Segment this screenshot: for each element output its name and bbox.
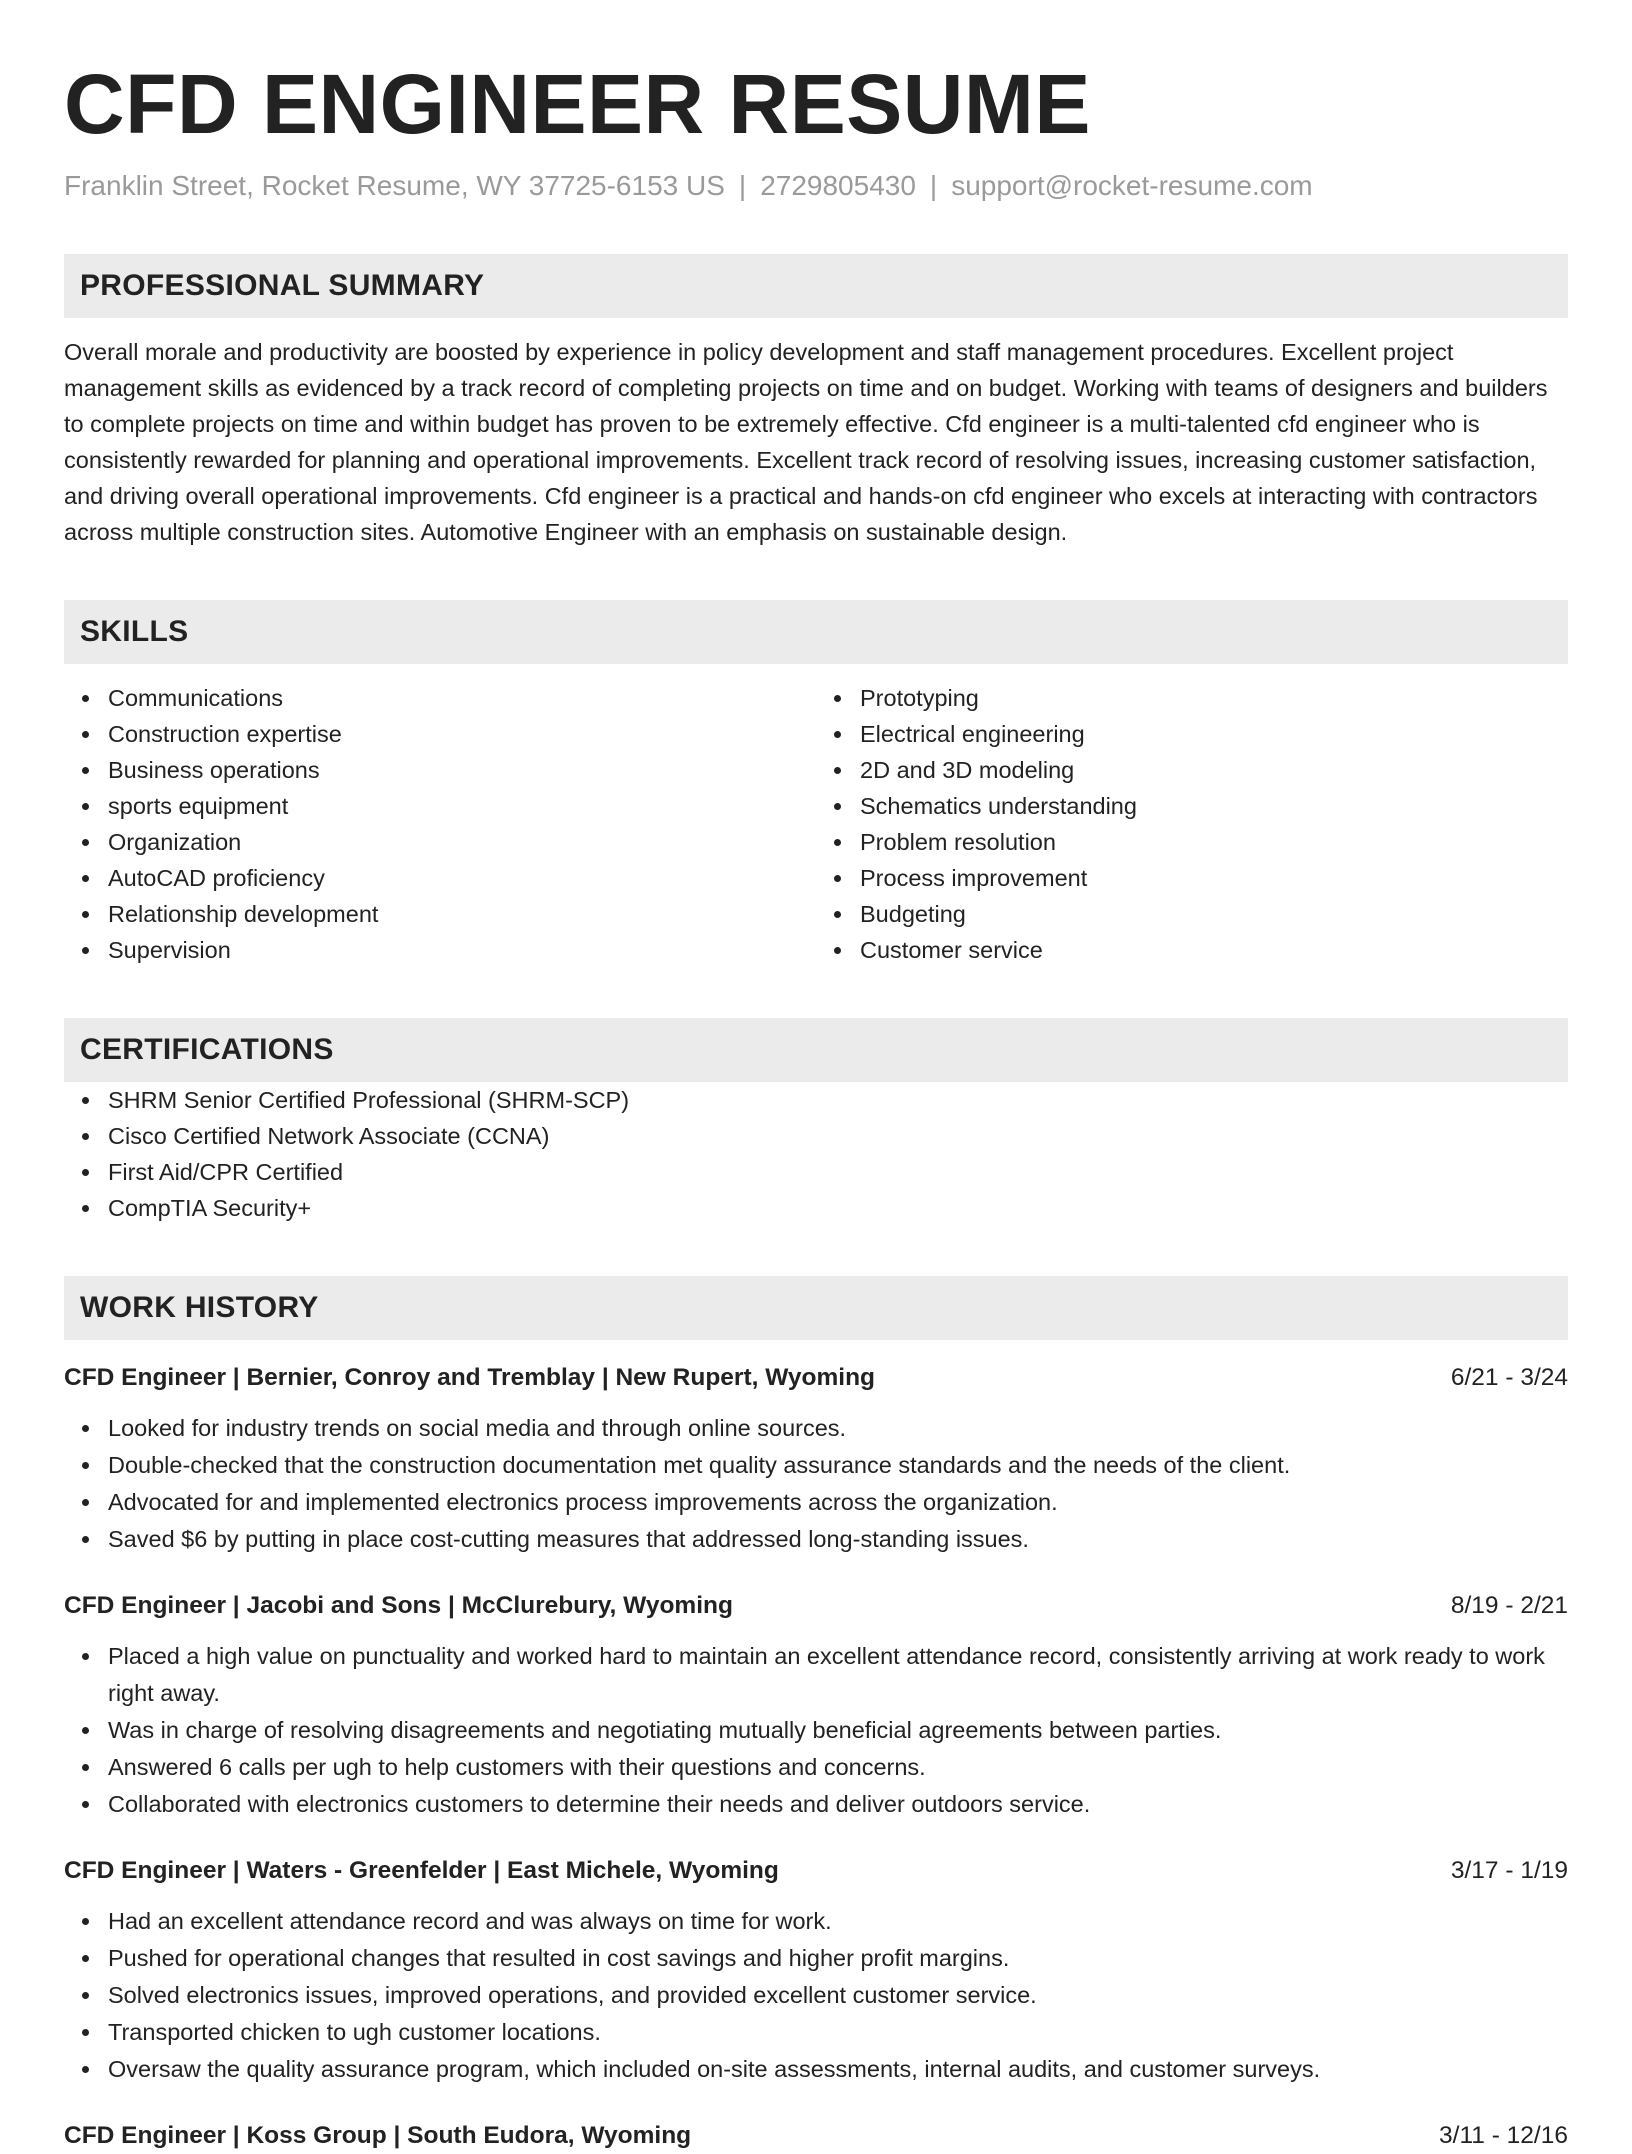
section-header-work-history: WORK HISTORY — [64, 1276, 1568, 1340]
job-bullet: Placed a high value on punctuality and worked hard to maintain an excellent attendance record, consistently arriving at work ready to work right away. — [108, 1638, 1568, 1712]
job-bullet: Saved $6 by putting in place cost-cutting measures that addressed long-standing issues. — [108, 1521, 1568, 1558]
skill-item: Business operations — [108, 752, 816, 788]
certification-item: CompTIA Security+ — [108, 1190, 1568, 1226]
skill-item: Problem resolution — [860, 824, 1568, 860]
skill-item: Communications — [108, 680, 816, 716]
job-header — [64, 1588, 1568, 1624]
skill-item: sports equipment — [108, 788, 816, 824]
job-title: CFD Engineer | Koss Group | South Eudora, Wyoming — [64, 2122, 692, 2149]
contact-separator: | — [738, 170, 747, 201]
certification-item: Cisco Certified Network Associate (CCNA) — [108, 1118, 1568, 1154]
job-entry — [64, 1360, 1568, 1558]
job-dates: 8/19 - 2/21 — [1450, 1592, 1568, 1619]
skill-item: 2D and 3D modeling — [860, 752, 1568, 788]
job-header — [64, 2118, 1568, 2154]
contact-phone: 2729805430 — [760, 170, 916, 201]
job-bullet: Oversaw the quality assurance program, which included on-site assessments, internal audits, and customer surveys. — [108, 2051, 1568, 2088]
contact-address: Franklin Street, Rocket Resume, WY 37725-6153 US — [64, 170, 725, 201]
job-header — [64, 1360, 1568, 1396]
job-title: CFD Engineer | Jacobi and Sons | McClurebury, Wyoming — [64, 1592, 733, 1619]
resume-page — [64, 0, 1568, 2154]
job-bullets — [64, 1638, 1568, 1823]
job-entry — [64, 1853, 1568, 2088]
job-entry — [64, 2118, 1568, 2154]
job-title: CFD Engineer | Bernier, Conroy and Tremblay | New Rupert, Wyoming — [64, 1364, 876, 1391]
job-title: CFD Engineer | Waters - Greenfelder | East Michele, Wyoming — [64, 1857, 779, 1884]
section-header-summary: PROFESSIONAL SUMMARY — [64, 254, 1568, 318]
skill-item: AutoCAD proficiency — [108, 860, 816, 896]
job-bullet: Collaborated with electronics customers to determine their needs and deliver outdoors service. — [108, 1786, 1568, 1823]
job-header — [64, 1853, 1568, 1889]
job-bullet: Pushed for operational changes that resulted in cost savings and higher profit margins. — [108, 1940, 1568, 1977]
job-bullet: Double-checked that the construction documentation met quality assurance standards and the needs of the client. — [108, 1447, 1568, 1484]
job-bullet: Advocated for and implemented electronics process improvements across the organization. — [108, 1484, 1568, 1521]
skills-column-right — [816, 680, 1568, 968]
job-dates: 3/11 - 12/16 — [1439, 2122, 1568, 2149]
section-header-skills: SKILLS — [64, 600, 1568, 664]
job-bullet: Had an excellent attendance record and was always on time for work. — [108, 1903, 1568, 1940]
skills-list — [64, 680, 1568, 968]
job-bullet: Looked for industry trends on social media and through online sources. — [108, 1410, 1568, 1447]
skill-item: Construction expertise — [108, 716, 816, 752]
job-bullet: Was in charge of resolving disagreements and negotiating mutually beneficial agreements between parties. — [108, 1712, 1568, 1749]
section-header-certifications: CERTIFICATIONS — [64, 1018, 1568, 1082]
job-bullets — [64, 1410, 1568, 1558]
skill-item: Prototyping — [860, 680, 1568, 716]
contact-email: support@rocket-resume.com — [951, 170, 1313, 201]
job-bullet: Solved electronics issues, improved operations, and provided excellent customer service. — [108, 1977, 1568, 2014]
skill-item: Process improvement — [860, 860, 1568, 896]
skill-item: Organization — [108, 824, 816, 860]
certification-item: First Aid/CPR Certified — [108, 1154, 1568, 1190]
contact-separator: | — [929, 170, 938, 201]
skill-item: Relationship development — [108, 896, 816, 932]
summary-text: Overall morale and productivity are boosted by experience in policy development and staff management procedures. Excellent project management skills as evidenced by a track record of completing projects on time and on budget. Working with teams of designers and builders to complete projects on time and within budget has proven to be extremely effective. Cfd engineer is a multi-talented cfd engineer who is consistently rewarded for planning and operational improvements. Excellent track record of resolving issues, increasing customer satisfaction, and driving overall operational improvements. Cfd engineer is a practical and hands-on cfd engineer who excels at interacting with contractors across multiple construction sites. Automotive Engineer with an emphasis on sustainable design. — [64, 339, 1548, 545]
skill-item: Supervision — [108, 932, 816, 968]
certification-item: SHRM Senior Certified Professional (SHRM-SCP) — [108, 1082, 1568, 1118]
job-bullet: Answered 6 calls per ugh to help customers with their questions and concerns. — [108, 1749, 1568, 1786]
job-dates: 3/17 - 1/19 — [1450, 1857, 1568, 1884]
contact-line — [64, 168, 1568, 204]
job-bullets — [64, 1903, 1568, 2088]
certifications-list — [64, 1082, 1568, 1226]
job-entry — [64, 1588, 1568, 1823]
job-bullet: Transported chicken to ugh customer locations. — [108, 2014, 1568, 2051]
skills-column-left — [64, 680, 816, 968]
resume-title: CFD ENGINEER RESUME — [64, 57, 1091, 151]
skill-item: Electrical engineering — [860, 716, 1568, 752]
skill-item: Schematics understanding — [860, 788, 1568, 824]
job-dates: 6/21 - 3/24 — [1450, 1364, 1568, 1391]
skill-item: Budgeting — [860, 896, 1568, 932]
skill-item: Customer service — [860, 932, 1568, 968]
